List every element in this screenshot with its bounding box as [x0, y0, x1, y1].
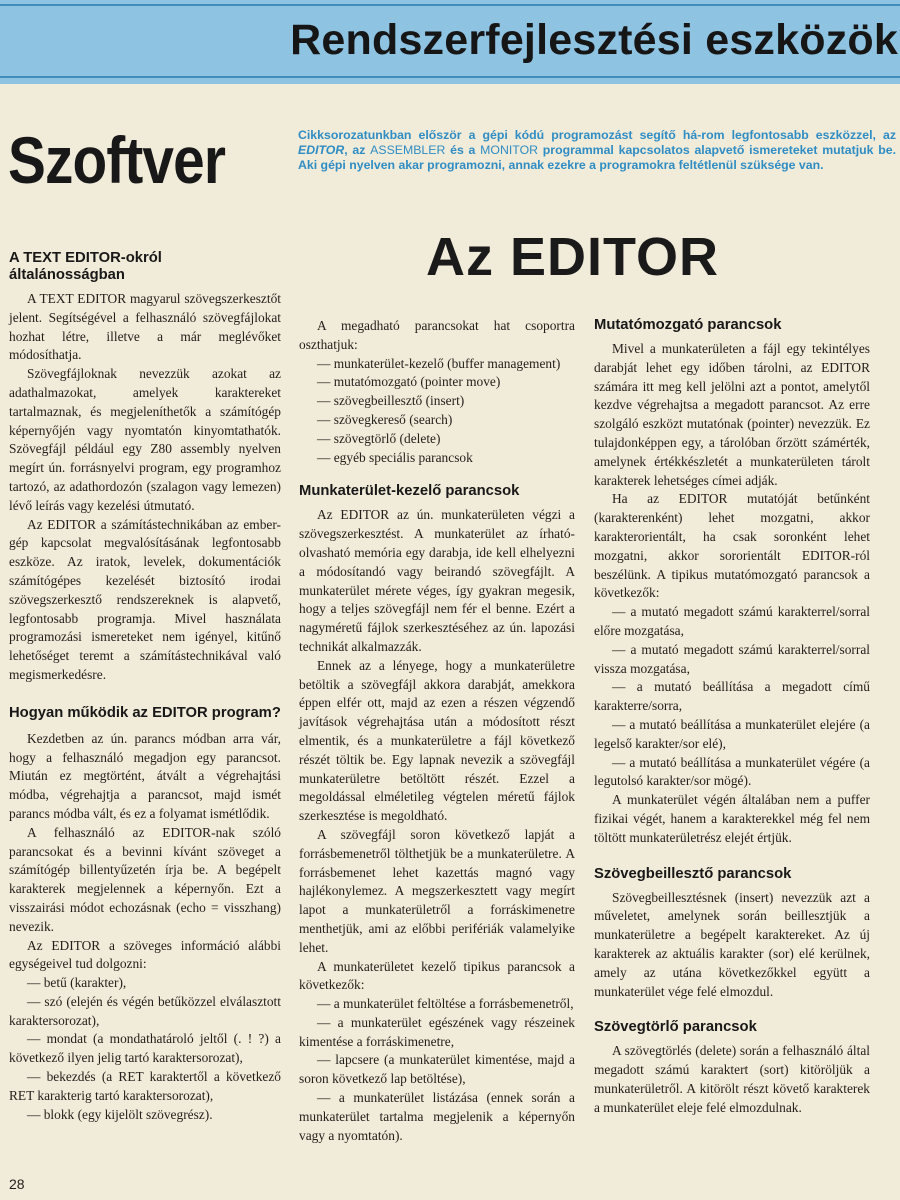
paragraph: A felhasználó az EDITOR-nak szóló parancsokat és a bevinni kívánt szöveget a számítógép billentyűzetén írja be. A begépelt karakterek megjelennek a képernyőn. Ezt a visszairási módot echozásnak (echo = visszhang) nevezik. [9, 824, 281, 934]
paragraph: Mivel a munkaterületen a fájl egy tekintélyes darabját lehet egy időben tárolni, az EDITOR számára itt meg kell jelölni azt a pontot, amelytől kezdve végrehajtsa a megadott parancsot. Az erre szolgáló eszközt mutatónak (pointer) nevezzük. Ez tulajdonképpen egy, a tárolóban őrzött számérték, amelynek értékkészletét a munkaterületen tárolt karakterek lehetséges címei adják. [594, 341, 870, 488]
list-item: — a mutató megadott számú karakterrel/sorral vissza mozgatása, [594, 641, 870, 676]
list-item: — a mutató beállítása a munkaterület elejére (a legelső karakter/sor elé), [594, 716, 870, 751]
list-item: — mondat (a mondathatároló jeltől (. ! ?) a következő ilyen jelig tartó karaktersorozat), [9, 1031, 281, 1066]
paragraph: A TEXT EDITOR magyarul szövegszerkesztőt jelent. Segítségével a felhasználó szövegfájlokat hozhat létre, illetve a már meglévőket módosíthatja. [9, 291, 281, 363]
list-item: — a munkaterület egészének vagy részeinek kimentése a forráskimenetre, [299, 1014, 575, 1049]
list-item: — szövegtörlő (delete) [317, 430, 441, 446]
paragraph: Ha az EDITOR mutatóját betűnként (karakterenként) lehet mozgatni, akkor karakterorientált, ha csak soronként lehet mozgatni, akkor sororientált EDITOR-ról beszélünk. A tipikus mutatómozgató parancsok a következők: [594, 491, 870, 601]
list-item: — szövegbeillesztő (insert) [317, 393, 465, 409]
column-2 [299, 317, 575, 1145]
banner-top-rule [0, 4, 900, 6]
heading-delete: Szövegtörlő parancsok [594, 1019, 757, 1036]
heading-how-it-works: Hogyan működik az EDITOR program? [9, 704, 281, 721]
paragraph: Szövegbeillesztésnek (insert) nevezzük azt a műveletet, amelynek során beillesztjük a munkaterületre a begépelt karaktereket. Az új karakterek az aktuális karakter (sor) elé kerülnek, amely az utána következőkkel együtt a munkaterület vége felé elmozdul. [594, 889, 870, 999]
intro-text-2: , az [344, 143, 371, 158]
intro-editor: EDITOR [298, 143, 345, 158]
page-number: 28 [9, 1176, 25, 1192]
intro-monitor: MONITOR [480, 143, 539, 158]
paragraph: A szövegtörlés (delete) során a felhasználó által megadott számú karaktert (sort) kitöröljük a munkaterületről. A kitörölt részt követő karakterek a munkaterület eleje felé elmozdulnak. [594, 1043, 870, 1115]
list-item: — betű (karakter), [27, 975, 127, 991]
list-item: — bekezdés (a RET karaktertől a következő RET karakterig tartó karaktersorozat), [9, 1069, 281, 1103]
list-item: — egyéb speciális parancsok [317, 449, 473, 465]
intro-text-4: programmal kapcsolatos alapvető ismereteket mutatjuk be. Aki gépi nyelven akar programozni, annak ezekre a programokra feltétlenül szüksége van. [298, 143, 896, 173]
column-1 [9, 250, 281, 1124]
paragraph: Az EDITOR a szöveges információ alábbi egységeivel tud dolgozni: [9, 937, 281, 972]
list-item: — munkaterület-kezelő (buffer management) [317, 355, 561, 371]
paragraph: Kezdetben az ún. parancs módban arra vár, hogy a felhasználó megadjon egy parancsot. Miután ez megtörtént, átvált a végrehajtási módba, végrehajtja a parancsot, majd ismét parancs módba vált, és ez a folyamat ismétlődik. [9, 730, 281, 821]
list-item: — blokk (egy kijelölt szövegrész). [27, 1106, 213, 1122]
banner-bottom-rule [0, 76, 900, 78]
list-item: — a munkaterület listázása (ennek során a munkaterület tartalma megjelenik a képernyőn vagy a nyomtatón). [299, 1090, 575, 1143]
list-item: — szövegkereső (search) [317, 411, 453, 427]
column-3 [594, 317, 870, 1117]
paragraph: Az EDITOR az ún. munkaterületen végzi a szövegszerkesztést. A munkaterület az írható-olvasható memória egy darabja, ide kell elhelyezni a módosítandó vagy beirandó szövegfájlt. A munkaterület mérete véges, így gyakran megesik, hogy a teljes szövegfájl nem fér el benne. Ezért a nagyméretű fájlok szerkesztéséhez az ún. lapozási technikát alkalmazzák. [299, 507, 575, 654]
article-title: Az EDITOR [426, 227, 720, 287]
series-title: Rendszerfejlesztési eszközök [290, 16, 898, 64]
header-banner [0, 0, 900, 84]
list-item: — a mutató beállítása a megadott című karakterre/sorra, [594, 679, 870, 714]
list-item: — mutatómozgató (pointer move) [317, 374, 501, 390]
list-item: — a munkaterület feltöltése a forrásbemenetről, [317, 996, 574, 1012]
paragraph: A szövegfájl soron következő lapját a forrásbemenetről tölthetjük be a munkaterületre. A forrásbemenet lehet kazettás magnó vagy hajlékonylemez. A megszerkesztett vagy megírt lapot a munkaterületről a forráskimenetre menthetjük, ami az előbbi perifériák valamelyike lehet. [299, 826, 575, 955]
list-item: — szó (elején és végén betűközzel elválasztott karaktersorozat), [9, 993, 281, 1028]
heading-text-editors: A TEXT EDITOR-okról általánosságban [9, 250, 162, 283]
paragraph: Ennek az a lényege, hogy a munkaterületre betöltik a szövegfájl akkora darabját, amekkora éppen elfér ott, majd az ezen a részen végzendő javítások végrehajtása után a módosított részt elmentik, és a munkaterületre a fájl következő részét töltik be. Egy lapnak nevezik a szövegfájl munkaterületre betöltött részét. Ezzel a megoldással elméletileg végtelen méretű fájlok szerkesztése is megoldható. [299, 657, 575, 824]
intro-lead [298, 128, 896, 174]
paragraph: A munkaterületet kezelő tipikus parancsok a következők: [299, 958, 575, 993]
intro-assembler: ASSEMBLER [370, 143, 446, 158]
heading-insert: Szövegbeillesztő parancsok [594, 865, 792, 882]
paragraph: A megadható parancsokat hat csoportra oszthatjuk: [299, 318, 575, 352]
list-item: — lapcsere (a munkaterület kimentése, majd a soron következő lap betöltése), [299, 1052, 575, 1087]
list-item: — a mutató megadott számú karakterrel/sorral előre mozgatása, [594, 604, 870, 638]
heading-pointer-move: Mutatómozgató parancsok [594, 317, 782, 333]
intro-text-1: Cikksorozatunkban először a gépi kódú programozást segítő há-rom legfontosabb eszközzel, az [298, 128, 896, 142]
paragraph: Szövegfájloknak nevezzük azokat az adathalmazokat, amelyek karaktereket tartalmaznak, és megjeleníthetők a számítógép képernyőjén vagy nyomtatón kinyomtathatók. Szövegfájl például egy Z80 assembly nyelven megírt ún. forrásnyelvi program, egy programhoz tartozó, az adathordozón (szalagon vagy lemezen) lévő leírás vagy kezelési útmutató. [9, 366, 281, 513]
paragraph: A munkaterület végén általában nem a puffer fizikai végét, hanem a karakterekkel még fel nem töltött munkaterületrész elejét értjük. [594, 792, 870, 845]
paragraph: Az EDITOR a számítástechnikában az ember-gép kapcsolat megvalósításának legfontosabb eszköze. Az iratok, levelek, dokumentációk számítógépes kezelését biztosító irodai szövegszerkesztő rendszereknek is alapvető, legfontosabb programja. Mivel használata programozási ismereteket nem igényel, kitűnő lehetőséget teremt a számítástechnikával való megismerkedésre. [9, 516, 281, 682]
heading-buffer-management: Munkaterület-kezelő parancsok [299, 483, 520, 500]
intro-text-3: és a [445, 143, 481, 158]
list-item: — a mutató beállítása a munkaterület végére (a legutolsó karakter/sor mögé). [594, 754, 870, 789]
section-title: Szoftver [8, 123, 226, 197]
